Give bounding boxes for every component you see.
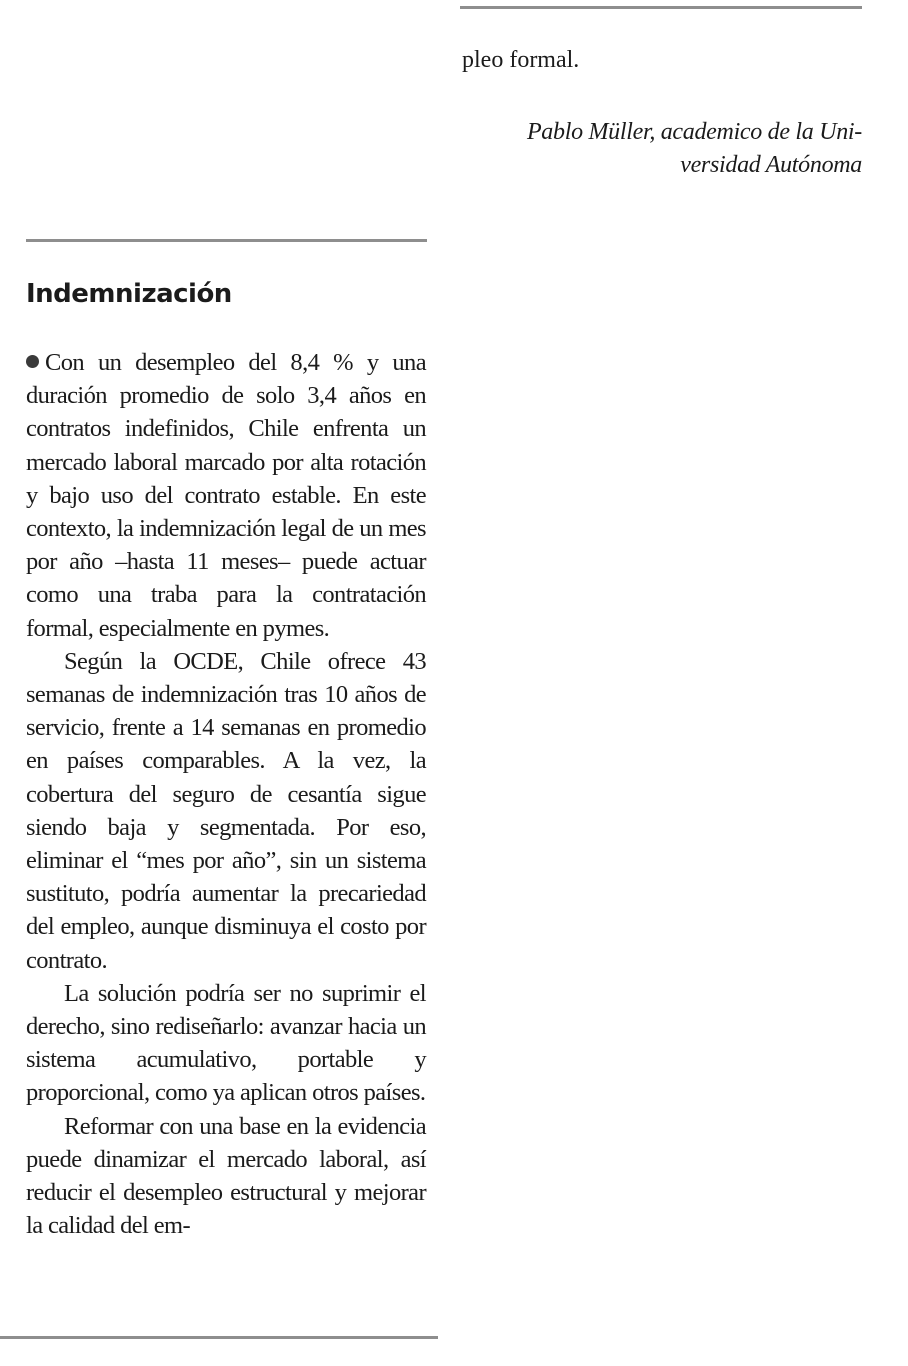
bullet-icon (26, 355, 39, 368)
paragraph-4: Reformar con una base en la evidencia puede dinamizar el mercado laboral, así reducir el desempleo estructural y mejorar la calidad del em- (26, 1112, 426, 1240)
section-title: Indemnización (26, 279, 232, 309)
signature-line-2: versidad Autónoma (680, 152, 862, 178)
paragraph-1-text: Con un desempleo del 8,4 % y una duración promedio de solo 3,4 años en contratos indefinidos, Chile enfrenta un mercado laboral marcado por alta rotación y bajo uso del contrato estable. En este contexto, la indemnización legal de un mes por año –hasta 11 meses– puede actuar como una traba para la contratación formal, especialmente en pymes. (26, 349, 426, 642)
bottom-column-rule (0, 1336, 438, 1339)
paragraph-2: Según la OCDE, Chile ofrece 43 semanas de indemnización tras 10 años de servicio, frente a 14 semanas en promedio en países comparables. A la vez, la cobertura del seguro de cesantía sigue siendo baja y segmentada. Por eso, eliminar el “mes por año”, sin un sistema sustituto, podría aumentar la precariedad del empleo, aunque disminuya el costo por contrato. (26, 647, 426, 974)
paragraph-3: La solución podría ser no suprimir el derecho, sino rediseñarlo: avanzar hacia un sistema acumulativo, portable y proporcional, como ya aplican otros países. (26, 979, 426, 1107)
previous-article-ending (462, 44, 862, 77)
paragraph-1 (26, 346, 426, 645)
article-body (26, 346, 426, 1242)
signature-line-1: Pablo Müller, academico de la Uni- (526, 119, 862, 145)
top-column-rule (460, 6, 862, 9)
author-signature (462, 116, 862, 182)
previous-article-text: pleo formal. (462, 47, 580, 73)
section-divider-rule (26, 239, 427, 242)
